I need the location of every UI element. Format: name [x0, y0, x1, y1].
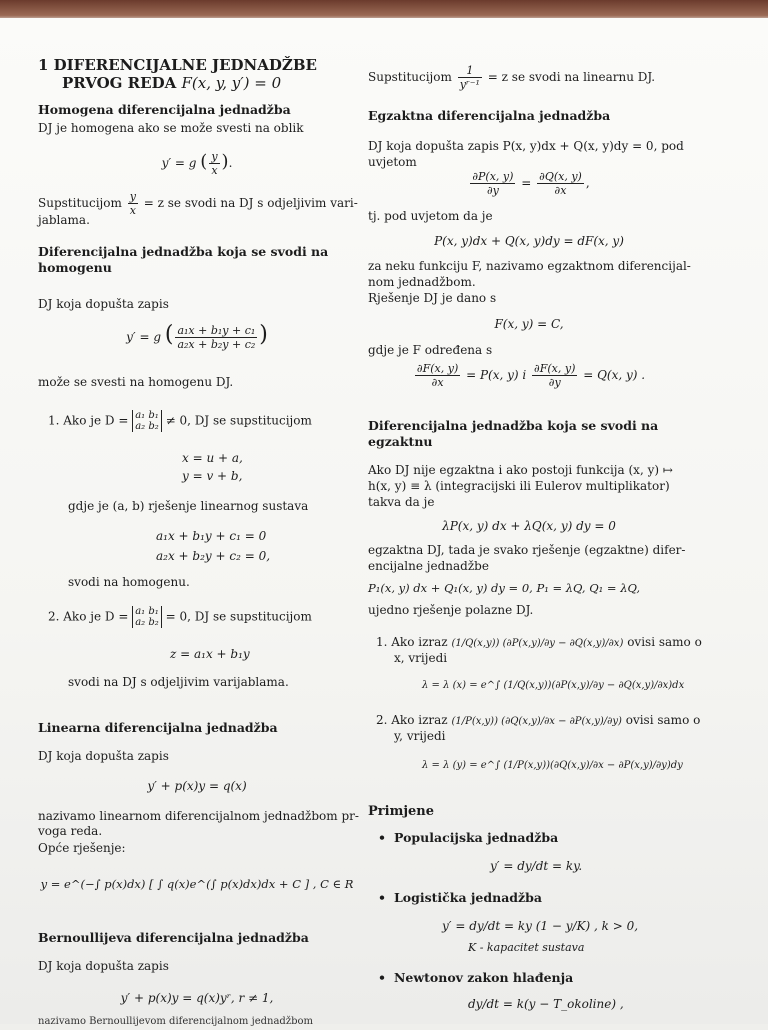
item-2-condition: [48, 606, 312, 628]
linearna-text-2: nazivamo linearnom diferencijalnom jednadžbom pr-: [38, 809, 359, 823]
item-1-condition: [48, 410, 312, 432]
bernoulli-supst: [368, 64, 655, 91]
supst-frac-num: y: [129, 190, 136, 203]
svodi-egz-eq-1: λP(x, y) dx + λQ(x, y) dy = 0: [442, 519, 616, 533]
homogena-title: Homogena diferencijalna jednadžba: [38, 102, 291, 117]
log-note: K - kapacitet sustava: [468, 941, 585, 954]
r-supst-b: = z se svodi na linearnu DJ.: [487, 70, 656, 84]
egzaktna-title: Egzaktna diferencijalna jednadžba: [368, 108, 611, 123]
bernoulli-equation: y′ + p(x)y = q(x)yʳ, r ≠ 1,: [120, 991, 274, 1005]
item2-determinant: [132, 606, 162, 628]
document-page: [0, 18, 768, 1027]
item1-b: ≠ 0, DJ se supstitucijom: [165, 413, 312, 428]
svodi-egzaktnu-title: Diferencijalna jednadžba koja se svodi na egzaktnu: [368, 418, 659, 449]
log-eq: y′ = dy/dt = ky (1 − y/K) , k > 0,: [442, 919, 639, 933]
svodi-egz-eq-2: P₁(x, y) dx + Q₁(x, y) dy = 0, P₁ = λQ, Q₁ = λQ,: [368, 581, 640, 595]
r-supst-den: yʳ⁻¹: [459, 78, 480, 91]
item1-sys1: a₁x + b₁y + c₁ = 0: [156, 529, 267, 543]
section-title-line-2: [62, 74, 281, 92]
it2-a: 2. Ako izraz: [376, 713, 448, 727]
egz-eq-4: [368, 362, 690, 389]
newton-title: • Newtonov zakon hlađenja: [378, 970, 573, 986]
svodi-egz-text-2: h(x, y) ≡ λ (integracijski ili Eulerov multiplikator): [368, 479, 670, 493]
egz-eq-2: P(x, y)dx + Q(x, y)dy = dF(x, y): [434, 234, 624, 248]
it2-c: y, vrijedi: [394, 729, 446, 743]
supst-text-b: = z se svodi na DJ s odjeljivim vari-: [143, 196, 358, 210]
egz-eq4-l-num: ∂F(x, y): [416, 362, 459, 375]
svodi-text-2: može se svesti na homogenu DJ.: [38, 375, 234, 389]
egz-eq4-end: = Q(x, y) .: [583, 368, 646, 382]
egz-cond-r-den: ∂x: [554, 184, 567, 197]
it1-c: x, vrijedi: [394, 651, 448, 665]
egz-eq4-r-num: ∂F(x, y): [534, 362, 576, 375]
section-title: [38, 56, 317, 74]
egz-cond-l-den: ∂y: [486, 184, 499, 197]
svodi-homogenu-title: Diferencijalna jednadžba koja se svodi na homogenu: [38, 244, 329, 275]
svodi-eq-frac: [175, 324, 257, 351]
linearna-title: Linearna diferencijalna jednadžba: [38, 720, 278, 735]
supst-frac: [128, 190, 138, 217]
egz-text-4: za neku funkciju F, nazivamo egzaktnom diferencijal-: [368, 259, 691, 273]
item1-det-r2: a₂ b₂: [135, 421, 159, 432]
item1-det-r1: a₁ b₁: [135, 410, 159, 421]
supst-text-a: Supstitucijom: [38, 196, 122, 210]
linearna-text: DJ koja dopušta zapis: [38, 749, 169, 763]
r-supst-a: Supstitucijom: [368, 70, 452, 84]
svodi-egz-text-3: takva da je: [368, 495, 435, 509]
svodi-eq-den: a₂x + b₂y + c₂: [177, 338, 256, 351]
item2-b: = 0, DJ se supstitucijom: [165, 609, 312, 624]
svodi-eq-num: a₁x + b₁y + c₁: [177, 324, 256, 337]
it2-eq: λ = λ (y) = e^∫ (1/P(x,y))(∂Q(x,y)/∂x − ∂P(x,y)/∂y)dy: [422, 760, 683, 771]
homogena-eq-lhs: y′ = g: [161, 156, 197, 170]
pop-eq: y′ = dy/dt = ky.: [490, 859, 583, 873]
it2-b: ovisi samo o: [625, 713, 701, 727]
linearna-text-3: voga reda.: [38, 824, 103, 838]
r-supst-num: 1: [458, 64, 482, 78]
item1-determinant: [132, 410, 162, 432]
homogena-eq-frac: $\frac{y}{x}$: [211, 150, 218, 177]
egz-text-6: Rješenje DJ je dano s: [368, 291, 497, 305]
egz-text-5: nom jednadžbom.: [368, 275, 476, 289]
item1-eq2: y = v + b,: [182, 469, 243, 483]
bernoulli-footer-partial: nazivamo Bernoullijevom diferencijalnom jednadžbom: [38, 1016, 313, 1027]
item2-det-r2: a₂ b₂: [135, 617, 159, 628]
item2-det-r1: a₁ b₁: [135, 606, 159, 617]
r-supst-frac: [458, 64, 482, 91]
linearna-solution: y = e^(−∫ p(x)dx) [ ∫ q(x)e^(∫ p(x)dx)dx + C ] , C ∈ R: [40, 877, 354, 891]
newton-eq: dy/dt = k(y − T_okoline) ,: [468, 997, 624, 1011]
supst-text-c: jablama.: [38, 213, 90, 227]
item1-end: svodi na homogenu.: [68, 575, 190, 589]
item1-a: 1. Ako je D =: [48, 413, 129, 428]
egz-eq4-l-den: ∂x: [431, 376, 444, 389]
item1-eq1: x = u + a,: [182, 451, 243, 465]
item1-sys2: a₂x + b₂y + c₂ = 0,: [156, 549, 271, 563]
svodi-egz-text-1: Ako DJ nije egzaktna i ako postoji funkcija (x, y) ↦: [368, 463, 673, 477]
it2-expr: (1/P(x,y)) (∂Q(x,y)/∂x − ∂P(x,y)/∂y): [451, 716, 622, 727]
svodi-eq-lhs: y′ = g: [126, 330, 162, 344]
svodi-egz-text-6: ujedno rješenje polazne DJ.: [368, 603, 534, 617]
it1-a: 1. Ako izraz: [376, 635, 448, 649]
supst-frac-den: x: [129, 204, 136, 217]
bernoulli-title: Bernoullijeva diferencijalna jednadžba: [38, 930, 309, 945]
svodi-egz-text-5: encijalne jednadžbe: [368, 559, 489, 573]
egz-eq4-mid: = P(x, y) i: [466, 368, 527, 382]
item2-eq: z = a₁x + b₁y: [170, 647, 250, 661]
item2-a: 2. Ako je D =: [48, 609, 129, 624]
egz-eq-3: F(x, y) = C,: [494, 317, 564, 331]
linearna-equation: y′ + p(x)y = q(x): [147, 779, 247, 793]
egz-text-2: uvjetom: [368, 155, 417, 169]
egz-cond-l-num: ∂P(x, y): [472, 170, 514, 183]
egz-cond-r-num: ∂Q(x, y): [539, 170, 582, 183]
svodi-egz-text-4: egzaktna DJ, tada je svako rješenje (egzaktne) difer-: [368, 543, 686, 557]
egz-text-1: DJ koja dopušta zapis P(x, y)dx + Q(x, y)dy = 0, pod: [368, 139, 684, 153]
section-title-line-1: 1 DIFERENCIJALNE JEDNADŽBE: [38, 56, 317, 74]
svodi-text: DJ koja dopušta zapis: [38, 297, 169, 311]
section-title-math: F(x, y, y′) = 0: [181, 74, 282, 92]
egz-eq4-r-den: ∂y: [548, 376, 561, 389]
linearna-text-4: Opće rješenje:: [38, 841, 126, 855]
section-title-text-2: PRVOG REDA: [62, 74, 177, 92]
primjene-title: Primjene: [368, 804, 435, 819]
svodi-equation: y′ = g ( $\frac{\text{a₁x + b₁y + c₁}}{\text{a₂x + b₂y + c₂}}$ ): [126, 322, 268, 351]
item1-text: gdje je (a, b) rješenje linearnog sustava: [68, 499, 309, 513]
egz-text-3: tj. pod uvjetom da je: [368, 209, 493, 223]
it1-b: ovisi samo o: [627, 635, 702, 649]
egz-text-7: gdje je F određena s: [368, 343, 493, 357]
pop-title: • Populacijska jednadžba: [378, 830, 558, 846]
egz-condition: $\frac{\partial P(x, y)}{\partial y}$ = $\frac{\partial Q(x, y)}{\partial x}$ ,: [472, 170, 590, 197]
item2-end: svodi na DJ s odjeljivim varijablama.: [68, 675, 289, 689]
log-title: • Logistička jednadžba: [378, 890, 542, 906]
it1-expr: (1/Q(x,y)) (∂P(x,y)/∂y − ∂Q(x,y)/∂x): [451, 638, 624, 649]
bernoulli-text: DJ koja dopušta zapis: [38, 959, 169, 973]
it1-eq: λ = λ (x) = e^∫ (1/Q(x,y))(∂P(x,y)/∂y − ∂Q(x,y)/∂x)dx: [422, 680, 685, 691]
homogena-equation: y′ = g ( $\frac{y}{x}$ ).: [161, 150, 233, 177]
homogena-text: DJ je homogena ako se može svesti na oblik: [38, 121, 304, 135]
